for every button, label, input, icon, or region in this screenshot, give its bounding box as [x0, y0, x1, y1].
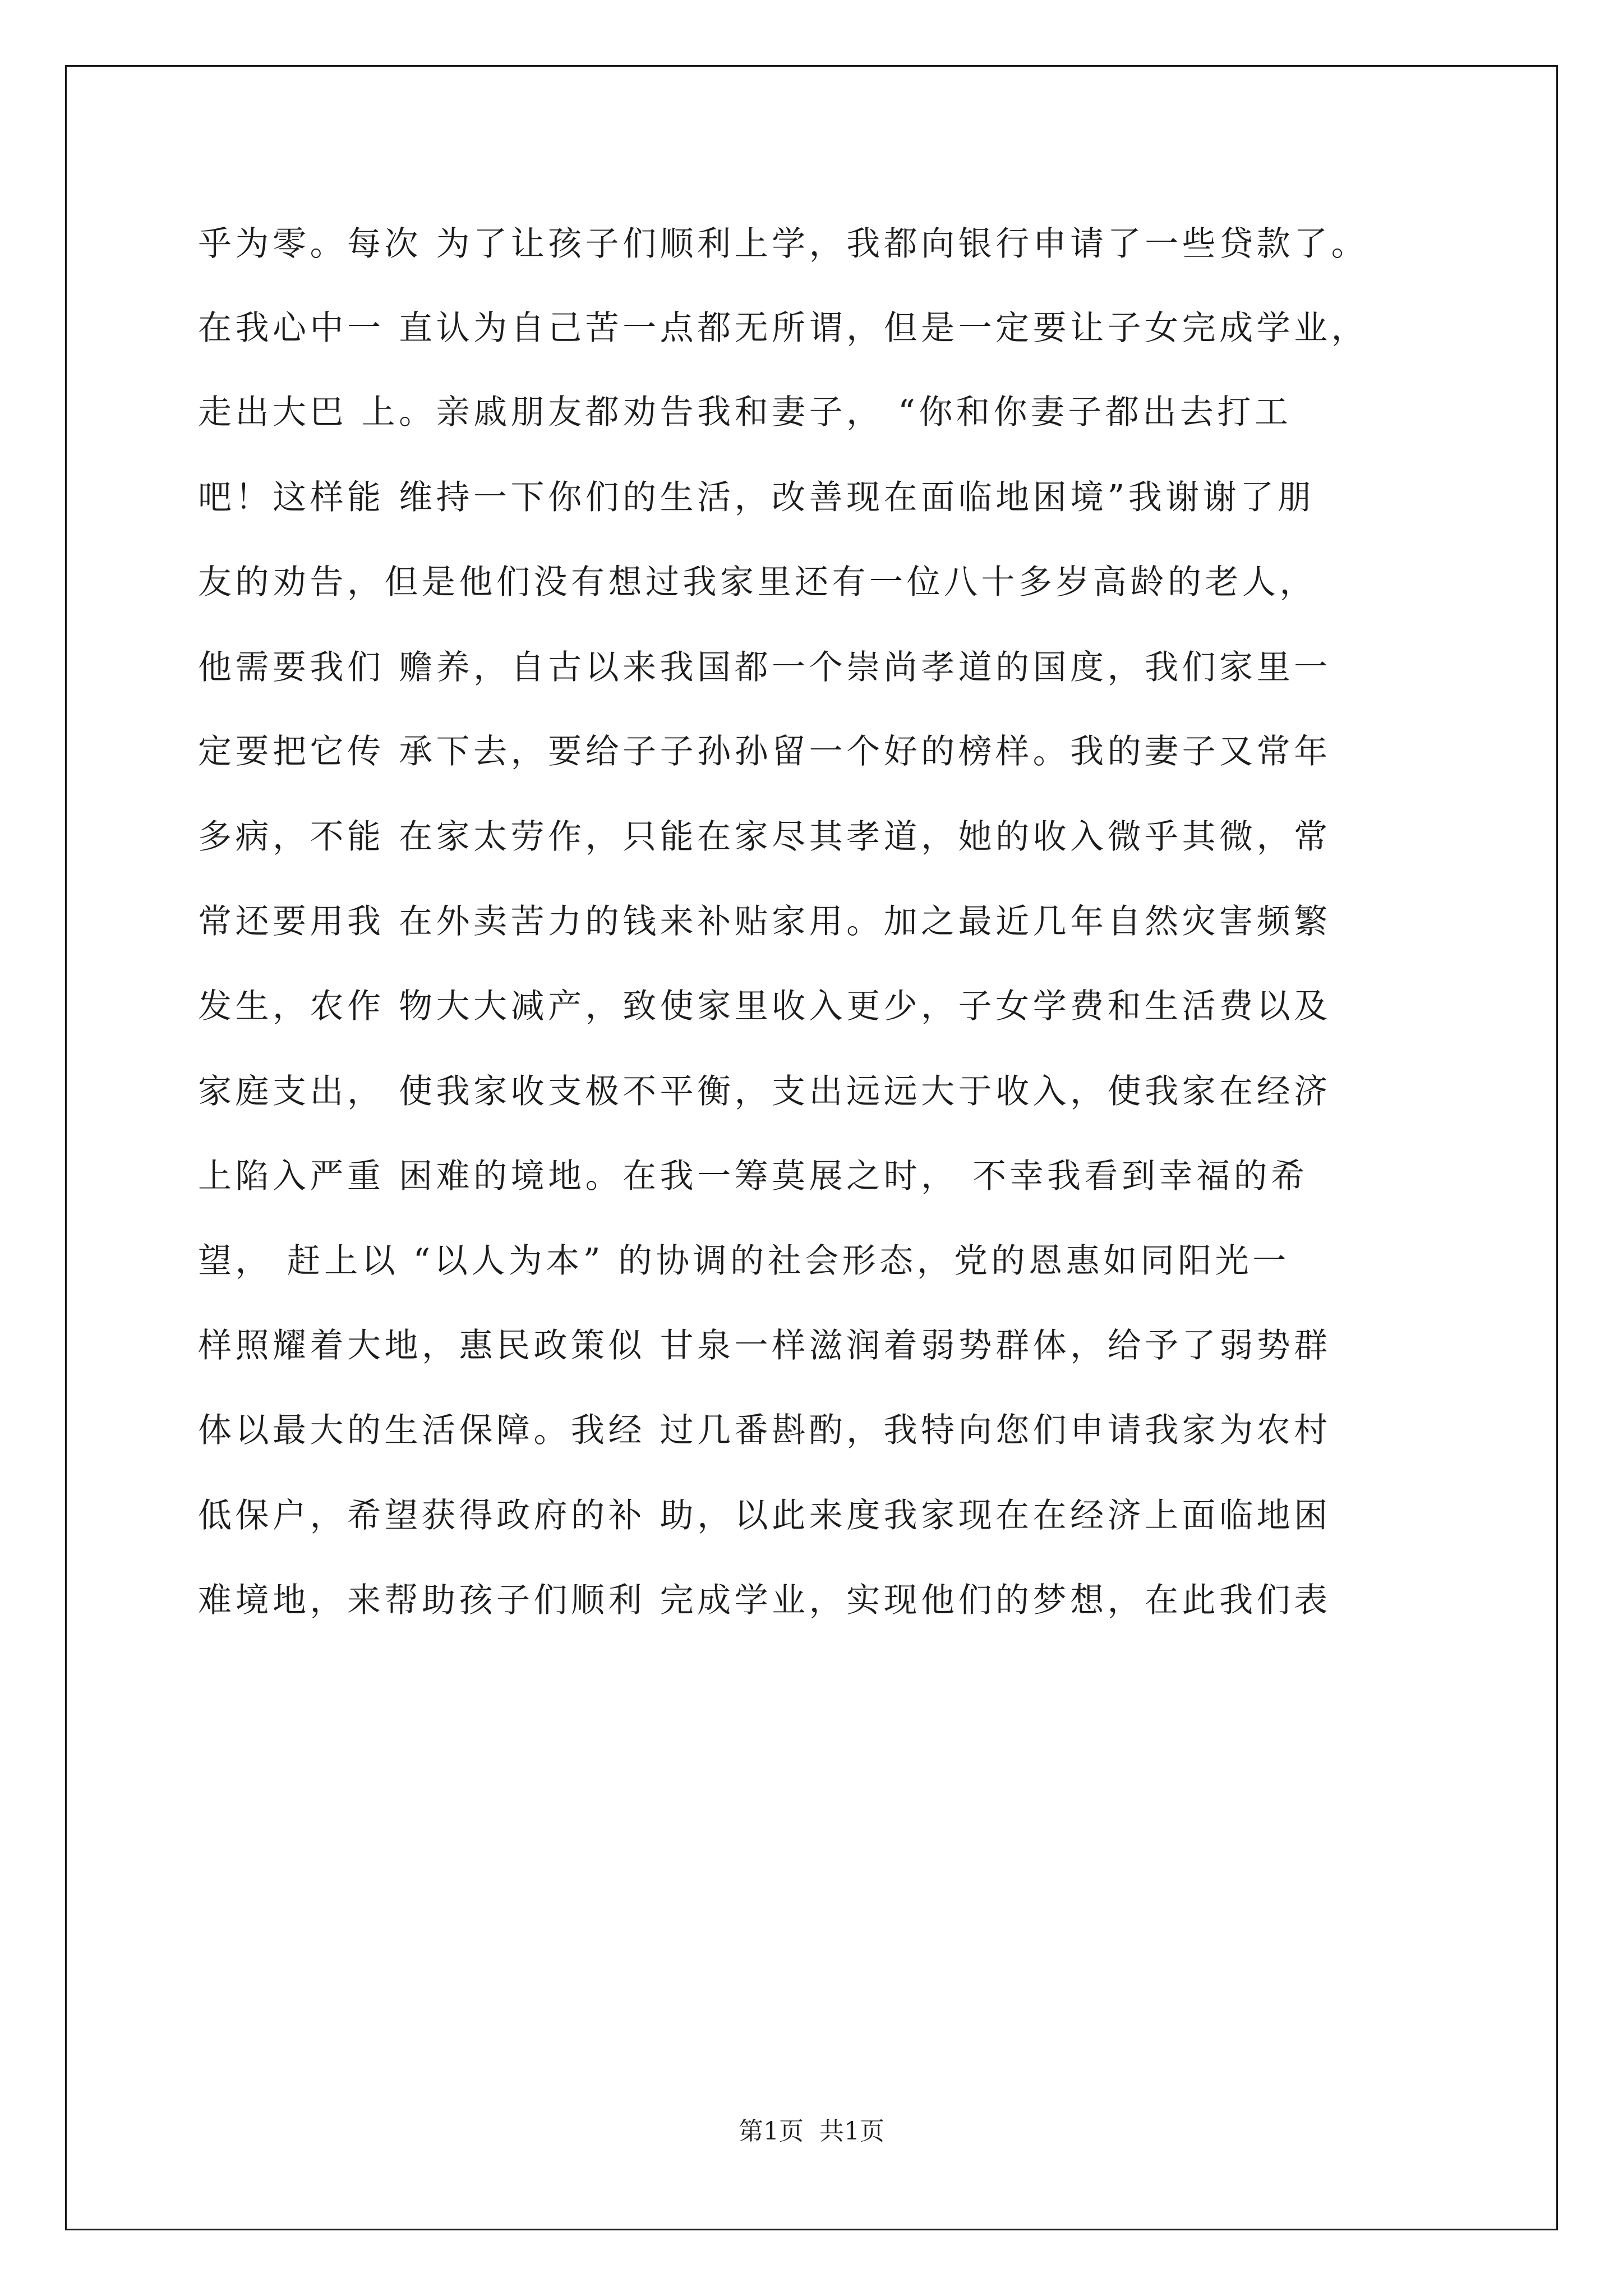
text-line: 友的劝告，但是他们没有想过我家里还有一位八十多岁高龄的老人，	[198, 563, 1317, 602]
page-number: 第1页 共1页	[739, 2117, 884, 2146]
text-line: 上陷入严重 困难的境地。在我一筹莫展之时， 不幸我看到幸福的希	[198, 1157, 1308, 1196]
text-line: 低保户，希望获得政府的补 助，以此来度我家现在在经济上面临地困	[198, 1496, 1331, 1535]
text-line: 定要把它传 承下去，要给子子孙孙留一个好的榜样。我的妻子又常年	[198, 732, 1331, 771]
text-line: 体以最大的生活保障。我经 过几番斟酌，我特向您们申请我家为农村	[198, 1411, 1331, 1450]
text-line: 在我心中一 直认为自己苦一点都无所谓，但是一定要让子女完成学业，	[198, 309, 1369, 348]
text-line: 家庭支出， 使我家收支极不平衡，支出远远大于收入，使我家在经济	[198, 1072, 1331, 1111]
text-line: 发生，农作 物大大减产，致使家里收入更少，子女学费和生活费以及	[198, 987, 1331, 1026]
text-line: 难境地，来帮助孩子们顺利 完成学业，实现他们的梦想，在此我们表	[198, 1581, 1331, 1620]
text-line: 样照耀着大地，惠民政策似 甘泉一样滋润着弱势群体，给予了弱势群	[198, 1326, 1331, 1365]
text-line: 走出大巴 上。亲戚朋友都劝告我和妻子， “你和你妻子都出去打工	[198, 393, 1292, 432]
text-line: 常还要用我 在外卖苦力的钱来补贴家用。加之最近几年自然灾害频繁	[198, 902, 1331, 941]
text-line: 乎为零。每次 为了让孩子们顺利上学，我都向银行申请了一些贷款了。	[198, 224, 1369, 264]
text-line: 吧！这样能 维持一下你们的生活，改善现在面临地困境”我谢谢了朋	[198, 478, 1315, 517]
text-line: 望， 赶上以 “以人为本” 的协调的社会形态，党的恩惠如同阳光一	[198, 1241, 1290, 1281]
text-line: 多病，不能 在家太劳作，只能在家尽其孝道，她的收入微乎其微，常	[198, 817, 1331, 857]
text-line: 他需要我们 赡养，自古以来我国都一个崇尚孝道的国度，我们家里一	[198, 648, 1331, 687]
